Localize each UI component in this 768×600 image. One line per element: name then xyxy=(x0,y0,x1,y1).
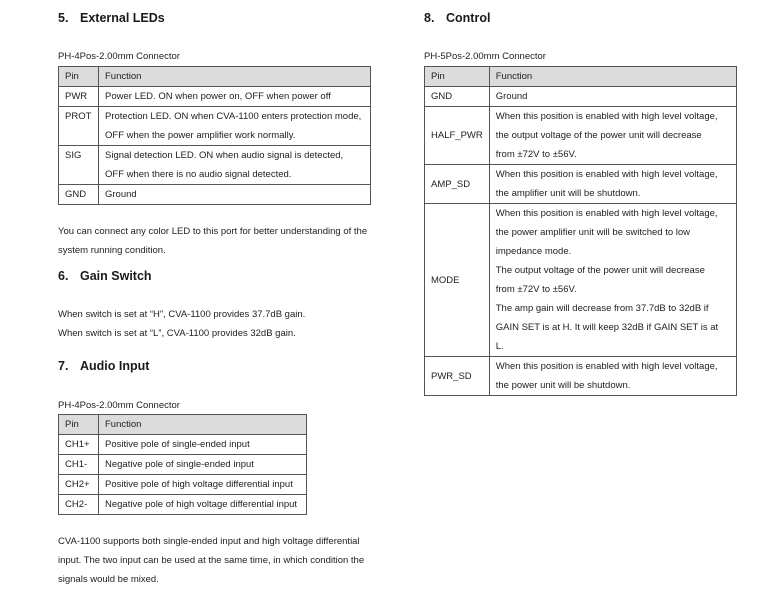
header-pin: Pin xyxy=(59,415,99,435)
header-function: Function xyxy=(489,67,736,87)
header-pin: Pin xyxy=(59,67,99,87)
section-number: 5. xyxy=(58,11,69,25)
header-function: Function xyxy=(99,415,307,435)
function-text: the power amplifier unit will be switched to low xyxy=(495,227,691,238)
section-number: 8. xyxy=(424,11,435,25)
table-row xyxy=(59,87,371,107)
pin-cell: CH2- xyxy=(59,495,99,515)
function-text: Negative pole of high voltage differential input xyxy=(105,499,298,510)
gain-switch-text xyxy=(58,305,305,343)
function-text: from ±72V to ±56V. xyxy=(495,284,577,295)
function-cell xyxy=(99,146,371,185)
leds-note xyxy=(58,222,367,260)
function-text: The amp gain will decrease from 37.7dB to 32dB if xyxy=(495,303,709,314)
table-header-row xyxy=(59,67,371,87)
paragraph-line: You can connect any color LED to this port for better understanding of the xyxy=(58,226,368,237)
function-text: OFF when the power amplifier work normally. xyxy=(105,130,296,141)
pin-cell: MODE xyxy=(425,204,490,357)
table-row xyxy=(425,165,737,204)
table-row xyxy=(425,107,737,165)
pin-cell: CH2+ xyxy=(59,475,99,495)
pin-cell: CH1- xyxy=(59,455,99,475)
table-row xyxy=(59,475,307,495)
function-text: Protection LED. ON when CVA-1100 enters protection mode, xyxy=(105,111,362,122)
table-row xyxy=(59,435,307,455)
function-text: When this position is enabled with high level voltage, xyxy=(495,111,718,122)
function-text: GAIN SET is at H. It will keep 32dB if GAIN SET is at xyxy=(495,322,719,333)
paragraph-line: When switch is set at “H”, CVA-1100 provides 37.7dB gain. xyxy=(58,309,306,320)
table-row xyxy=(425,87,737,107)
function-cell xyxy=(489,165,736,204)
pin-cell: PROT xyxy=(59,107,99,146)
connector-caption-leds: PH-4Pos-2.00mm Connector xyxy=(58,51,180,62)
function-cell xyxy=(489,204,736,357)
table-row xyxy=(59,185,371,205)
function-cell xyxy=(99,185,371,205)
pin-cell: PWR xyxy=(59,87,99,107)
function-text: Positive pole of high voltage differential input xyxy=(105,479,293,490)
pin-cell: CH1+ xyxy=(59,435,99,455)
function-text: When this position is enabled with high level voltage, xyxy=(495,169,718,180)
function-cell xyxy=(489,357,736,396)
table-row xyxy=(425,357,737,396)
table-row xyxy=(59,455,307,475)
function-text: impedance mode. xyxy=(495,246,572,257)
table-row xyxy=(425,204,737,357)
connector-caption-control: PH-5Pos-2.00mm Connector xyxy=(424,51,546,62)
pin-cell: AMP_SD xyxy=(425,165,490,204)
function-cell xyxy=(99,87,371,107)
section-heading-audio-input xyxy=(58,359,149,373)
function-cell xyxy=(99,495,307,515)
table-header-row xyxy=(425,67,737,87)
function-text: When this position is enabled with high level voltage, xyxy=(495,361,718,372)
function-text: the amplifier unit will be shutdown. xyxy=(495,188,641,199)
function-text: Ground xyxy=(495,91,528,102)
table-header-row xyxy=(59,415,307,435)
section-title: Audio Input xyxy=(80,359,150,373)
paragraph-line: input. The two input can be used at the same time, in which condition the xyxy=(58,555,365,566)
function-text: the output voltage of the power unit will decrease xyxy=(495,130,702,141)
paragraph-line: signals would be mixed. xyxy=(58,574,159,585)
function-text: Ground xyxy=(105,189,137,200)
section-heading-gain-switch xyxy=(58,269,152,283)
paragraph-line: When switch is set at “L”, CVA-1100 provides 32dB gain. xyxy=(58,328,296,339)
header-pin: Pin xyxy=(425,67,490,87)
table-row xyxy=(59,107,371,146)
function-text: Power LED. ON when power on, OFF when power off xyxy=(105,91,331,102)
connector-caption-audio: PH-4Pos-2.00mm Connector xyxy=(58,400,180,411)
function-text: from ±72V to ±56V. xyxy=(495,149,577,160)
function-cell xyxy=(489,107,736,165)
paragraph-line: system running condition. xyxy=(58,245,166,256)
section-number: 6. xyxy=(58,269,69,283)
function-cell xyxy=(99,435,307,455)
section-heading-control xyxy=(424,11,490,25)
function-text: Negative pole of single-ended input xyxy=(105,459,254,470)
section-heading-external-leds xyxy=(58,11,165,25)
function-cell xyxy=(489,87,736,107)
section-title: Control xyxy=(446,11,491,25)
audio-input-note xyxy=(58,532,364,589)
audio-input-table xyxy=(58,414,307,515)
table-row xyxy=(59,495,307,515)
section-number: 7. xyxy=(58,359,69,373)
function-text: Signal detection LED. ON when audio signal is detected, xyxy=(105,150,344,161)
function-text: Positive pole of single-ended input xyxy=(105,439,250,450)
function-text: the power unit will be shutdown. xyxy=(495,380,631,391)
function-cell xyxy=(99,455,307,475)
paragraph-line: CVA-1100 supports both single-ended input and high voltage differential xyxy=(58,536,360,547)
pin-cell: HALF_PWR xyxy=(425,107,490,165)
pin-cell: GND xyxy=(425,87,490,107)
function-cell xyxy=(99,475,307,495)
function-text: OFF when there is no audio signal detected. xyxy=(105,169,292,180)
table-row xyxy=(59,146,371,185)
function-text: When this position is enabled with high level voltage, xyxy=(495,208,718,219)
control-table xyxy=(424,66,737,396)
pin-cell: SIG xyxy=(59,146,99,185)
function-cell xyxy=(99,107,371,146)
function-text: L. xyxy=(495,341,504,352)
header-function: Function xyxy=(99,67,371,87)
section-title: External LEDs xyxy=(80,11,165,25)
pin-cell: GND xyxy=(59,185,99,205)
function-text: The output voltage of the power unit will decrease xyxy=(495,265,705,276)
external-leds-table xyxy=(58,66,371,205)
pin-cell: PWR_SD xyxy=(425,357,490,396)
section-title: Gain Switch xyxy=(80,269,152,283)
